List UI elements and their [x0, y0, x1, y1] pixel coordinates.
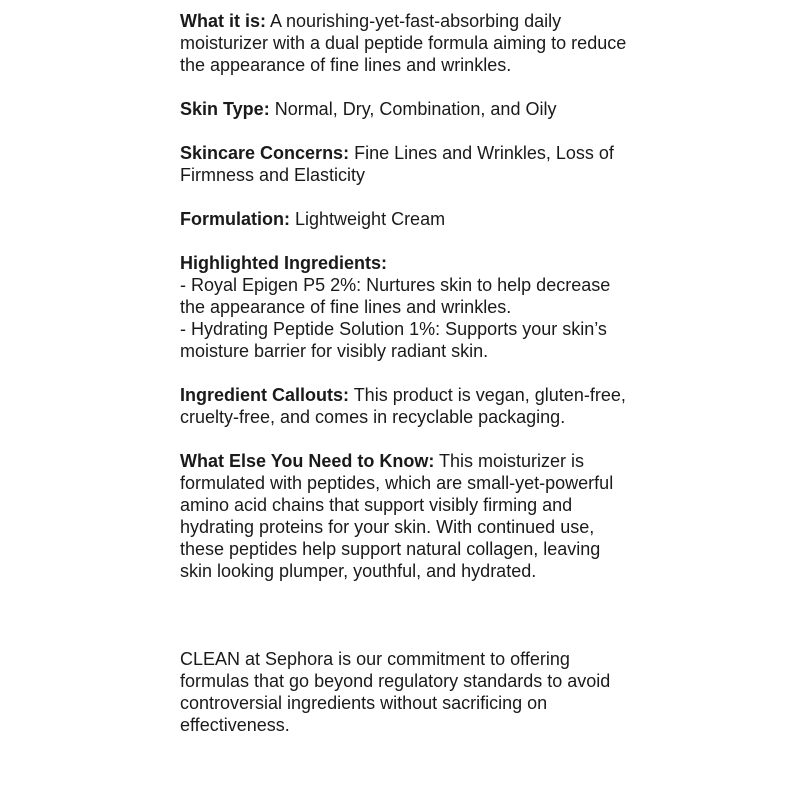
clean-at-sephora-note: CLEAN at Sephora is our commitment to offering formulas that go beyond regulatory standards to avoid controversial ingredients without sacrificing on effectiveness. [180, 649, 611, 735]
what-else-text: This moisturizer is formulated with peptides, which are small-yet-powerful amino acid chains that support visibly firming and hydrating proteins for your skin. With continued use, these peptides help support natural collagen, leaving skin looking plumper, youthful, and hydrated. [180, 451, 614, 581]
formulation-paragraph [180, 208, 630, 230]
skin-type-label: Skin Type: [180, 99, 270, 119]
skin-type-paragraph [180, 98, 630, 120]
skincare-concerns-text: Fine Lines and Wrinkles, Loss of Firmness and Elasticity [180, 143, 614, 185]
what-else-paragraph [180, 450, 630, 582]
what-else-label: What Else You Need to Know: [180, 451, 435, 471]
ingredient-callouts-section [180, 384, 630, 428]
formulation-section [180, 208, 630, 230]
ingredient-callouts-paragraph [180, 384, 630, 428]
ingredient-callouts-text: This product is vegan, gluten-free, cruelty-free, and comes in recyclable packaging. [180, 385, 626, 427]
what-it-is-paragraph [180, 10, 630, 76]
what-it-is-text: A nourishing-yet-fast-absorbing daily moisturizer with a dual peptide formula aiming to reduce the appearance of fine lines and wrinkles. [180, 11, 627, 75]
what-it-is-section [180, 10, 630, 76]
highlighted-ingredients-label: Highlighted Ingredients: [180, 253, 387, 273]
formulation-label: Formulation: [180, 209, 290, 229]
product-details [180, 10, 630, 736]
skincare-concerns-paragraph [180, 142, 630, 186]
section-spacer [180, 604, 630, 648]
ingredient-callouts-label: Ingredient Callouts: [180, 385, 350, 405]
skincare-concerns-section [180, 142, 630, 186]
ingredient-item-hydrating-peptide: - Hydrating Peptide Solution 1%: Supports your skin’s moisture barrier for visibly radiant skin. [180, 319, 607, 361]
skincare-concerns-label: Skincare Concerns: [180, 143, 350, 163]
skin-type-section [180, 98, 630, 120]
formulation-text: Lightweight Cream [290, 209, 446, 229]
skin-type-text: Normal, Dry, Combination, and Oily [269, 99, 557, 119]
highlighted-ingredients-paragraph [180, 252, 630, 362]
what-it-is-label: What it is: [180, 11, 266, 31]
what-else-section [180, 450, 630, 582]
ingredient-item-royal-epigen: - Royal Epigen P5 2%: Nurtures skin to help decrease the appearance of fine lines and wrinkles. [180, 275, 611, 317]
highlighted-ingredients-section [180, 252, 630, 362]
